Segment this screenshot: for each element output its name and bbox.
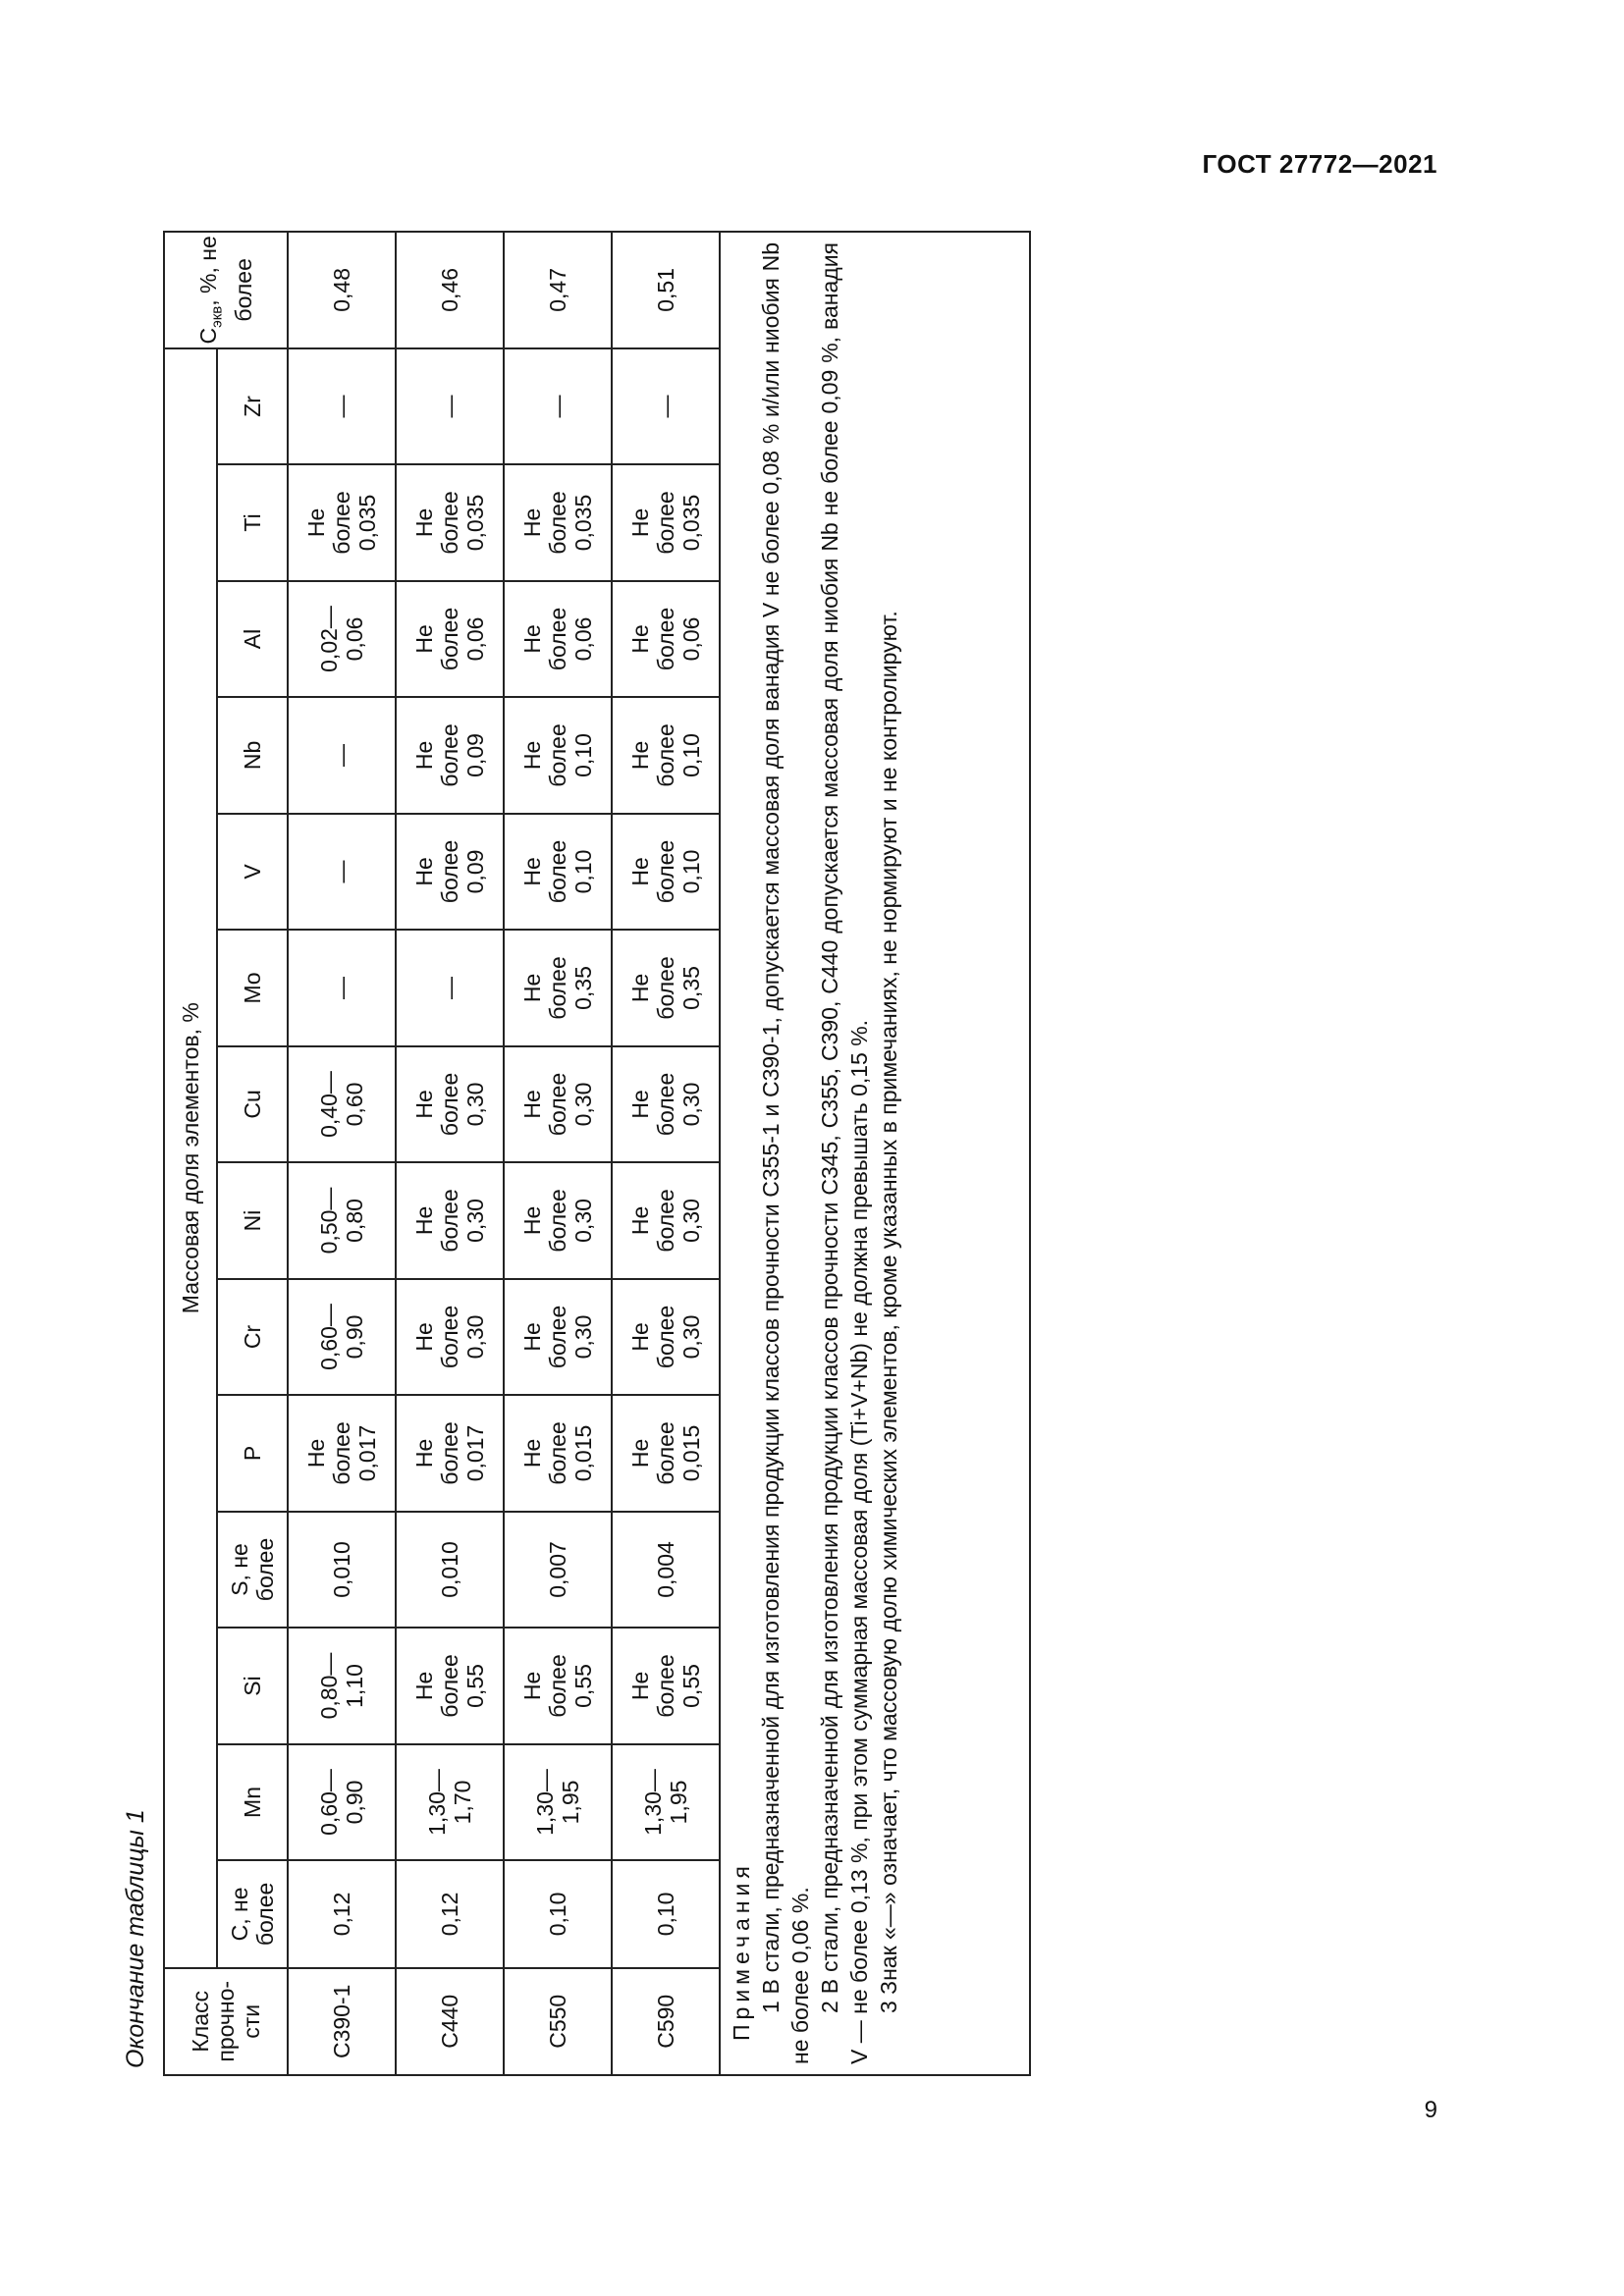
- cell-class: С550: [504, 1968, 612, 2075]
- note-item: 1 В стали, предназначенной для изготовления продукции классов прочности С355-1 и С390-1, допускается массовая доля ванадия V не более 0,08 % и/или ниобия Nb не более 0,06 %.: [758, 242, 813, 2064]
- cell-ni: Не более 0,30: [396, 1162, 504, 1279]
- header-zr: Zr: [217, 348, 288, 465]
- notes-title: Примечания: [729, 1861, 754, 2041]
- cell-mo: Не более 0,35: [504, 930, 612, 1046]
- page-number: 9: [1424, 2097, 1437, 2123]
- table-caption: Окончание таблицы 1: [122, 1809, 149, 2068]
- cell-ti: Не более 0,035: [612, 464, 720, 581]
- cell-cu: Не более 0,30: [612, 1046, 720, 1163]
- cell-mn: 1,30— 1,95: [504, 1744, 612, 1861]
- cell-ni: Не более 0,30: [504, 1162, 612, 1279]
- cell-c: 0,12: [288, 1860, 396, 1967]
- cell-ti: Не более 0,035: [396, 464, 504, 581]
- header-cu: Cu: [217, 1046, 288, 1163]
- cell-si: Не более 0,55: [396, 1628, 504, 1744]
- header-cr: Cr: [217, 1279, 288, 1396]
- cell-al: Не более 0,06: [612, 581, 720, 698]
- header-c: С, не более: [217, 1860, 288, 1967]
- cell-p: Не более 0,015: [504, 1395, 612, 1512]
- cell-zr: —: [504, 348, 612, 465]
- header-class: Класс прочно-сти: [164, 1968, 288, 2075]
- cell-cr: Не более 0,30: [396, 1279, 504, 1396]
- cell-zr: —: [612, 348, 720, 465]
- cell-cu: 0,40— 0,60: [288, 1046, 396, 1163]
- cell-cu: Не более 0,30: [396, 1046, 504, 1163]
- header-v: V: [217, 814, 288, 931]
- header-ni: Ni: [217, 1162, 288, 1279]
- cell-nb: Не более 0,10: [612, 697, 720, 814]
- cell-cr: Не более 0,30: [612, 1279, 720, 1396]
- cell-mo: —: [396, 930, 504, 1046]
- cell-p: Не более 0,015: [612, 1395, 720, 1512]
- cell-zr: —: [288, 348, 396, 465]
- cell-c: 0,10: [612, 1860, 720, 1967]
- cell-p: Не более 0,017: [288, 1395, 396, 1512]
- header-mass-fraction: Массовая доля элементов, %: [164, 348, 217, 1968]
- note-item: 3 Знак «—» означает, что массовую долю химических элементов, кроме указанных в примечаниях, не нормируют и не контролируют.: [876, 611, 901, 2013]
- cell-zr: —: [396, 348, 504, 465]
- header-ti: Ti: [217, 464, 288, 581]
- cell-ni: Не более 0,30: [612, 1162, 720, 1279]
- cell-c: 0,12: [396, 1860, 504, 1967]
- cell-cr: 0,60— 0,90: [288, 1279, 396, 1396]
- table-row: [396, 232, 504, 2075]
- cell-class: С590: [612, 1968, 720, 2075]
- cell-nb: Не более 0,10: [504, 697, 612, 814]
- table-row: [288, 232, 396, 2075]
- cell-mn: 1,30— 1,95: [612, 1744, 720, 1861]
- cell-ceq: 0,47: [504, 232, 612, 348]
- cell-mo: —: [288, 930, 396, 1046]
- cell-s: 0,010: [396, 1512, 504, 1629]
- standard-header: ГОСТ 27772—2021: [1202, 149, 1437, 179]
- cell-si: Не более 0,55: [612, 1628, 720, 1744]
- table-row: [504, 232, 612, 2075]
- header-nb: Nb: [217, 697, 288, 814]
- cell-nb: Не более 0,09: [396, 697, 504, 814]
- cell-class: С440: [396, 1968, 504, 2075]
- cell-s: 0,010: [288, 1512, 396, 1629]
- cell-si: Не более 0,55: [504, 1628, 612, 1744]
- cell-nb: —: [288, 697, 396, 814]
- cell-al: Не более 0,06: [396, 581, 504, 698]
- table-row: [612, 232, 720, 2075]
- header-mn: Mn: [217, 1744, 288, 1861]
- header-si: Si: [217, 1628, 288, 1744]
- cell-cu: Не более 0,30: [504, 1046, 612, 1163]
- cell-ceq: 0,48: [288, 232, 396, 348]
- cell-cr: Не более 0,30: [504, 1279, 612, 1396]
- header-p: P: [217, 1395, 288, 1512]
- chemical-composition-table: [163, 231, 1031, 2076]
- cell-v: Не более 0,10: [612, 814, 720, 931]
- header-s: S, не более: [217, 1512, 288, 1629]
- cell-v: Не более 0,10: [504, 814, 612, 931]
- cell-v: —: [288, 814, 396, 931]
- header-mo: Mo: [217, 930, 288, 1046]
- notes-row: [720, 232, 1030, 2075]
- note-item: 2 В стали, предназначенной для изготовления продукции классов прочности С345, С355, С390, С440 допускается массовая доля ниобия Nb не более 0,09 %, ванадия V — не более 0,13 %, при этом суммарная массовая доля (Ti+V+Nb) не должна превышать 0,15 %.: [817, 242, 872, 2064]
- cell-ti: Не более 0,035: [288, 464, 396, 581]
- cell-ceq: 0,51: [612, 232, 720, 348]
- notes-cell: [720, 232, 1030, 2075]
- cell-si: 0,80— 1,10: [288, 1628, 396, 1744]
- cell-v: Не более 0,09: [396, 814, 504, 931]
- cell-s: 0,004: [612, 1512, 720, 1629]
- cell-s: 0,007: [504, 1512, 612, 1629]
- cell-al: Не более 0,06: [504, 581, 612, 698]
- cell-class: С390-1: [288, 1968, 396, 2075]
- cell-mn: 0,60— 0,90: [288, 1744, 396, 1861]
- cell-ti: Не более 0,035: [504, 464, 612, 581]
- header-ceq: $С_{экв}$, %, не более: [164, 232, 288, 348]
- cell-al: 0,02— 0,06: [288, 581, 396, 698]
- cell-p: Не более 0,017: [396, 1395, 504, 1512]
- cell-mo: Не более 0,35: [612, 930, 720, 1046]
- rotated-table-block: [116, 231, 926, 2076]
- cell-mn: 1,30— 1,70: [396, 1744, 504, 1861]
- cell-ni: 0,50— 0,80: [288, 1162, 396, 1279]
- cell-ceq: 0,46: [396, 232, 504, 348]
- cell-c: 0,10: [504, 1860, 612, 1967]
- header-al: Al: [217, 581, 288, 698]
